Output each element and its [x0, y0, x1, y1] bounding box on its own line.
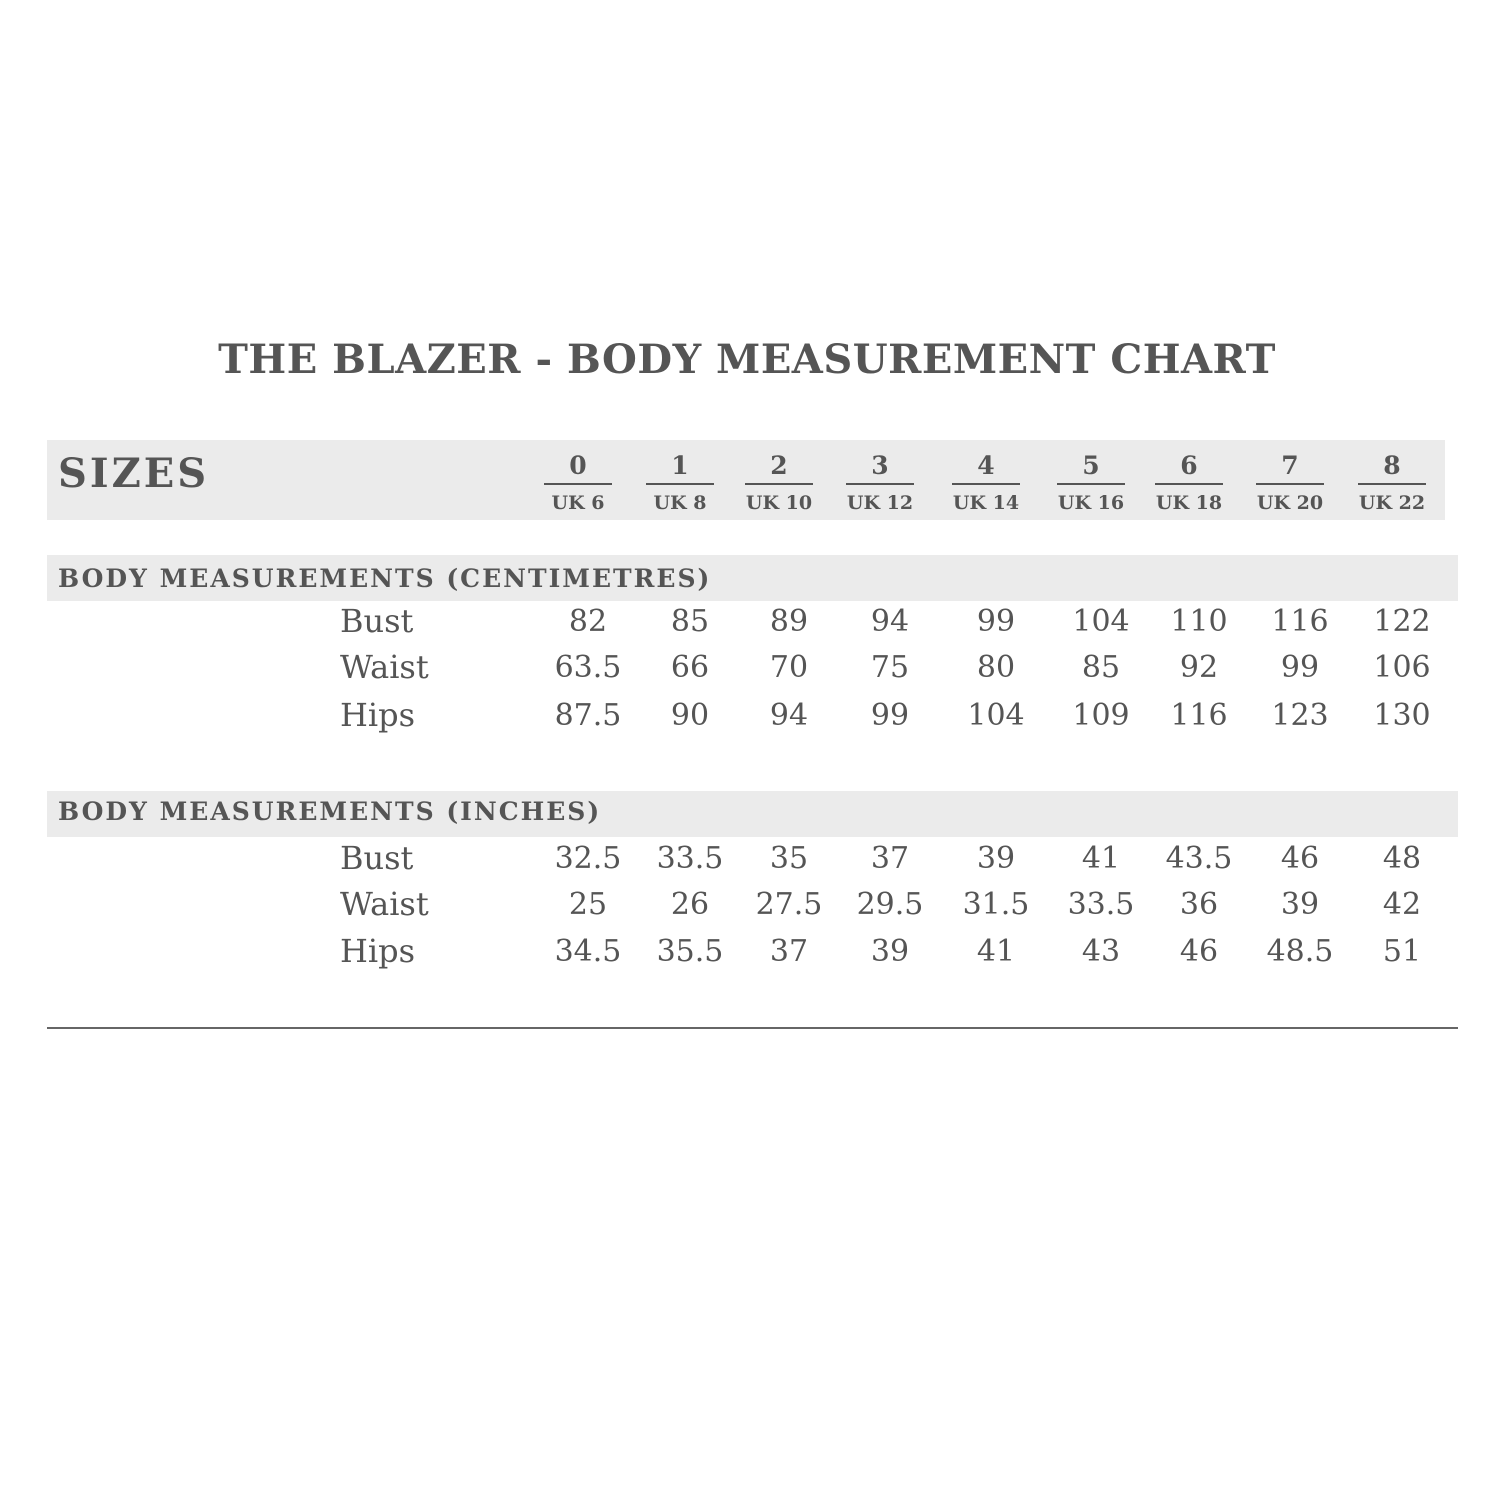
size-uk-equivalent: UK 8: [653, 492, 707, 514]
measurement-cell: 48: [1382, 841, 1422, 876]
measurement-cell: 106: [1373, 650, 1431, 685]
measurement-cell: 110: [1170, 604, 1228, 639]
measurement-cell: 85: [670, 604, 710, 639]
measurement-cell: 35.5: [656, 934, 724, 969]
size-uk-equivalent: UK 18: [1155, 492, 1223, 514]
measurement-cell: 32.5: [554, 841, 622, 876]
size-uk-equivalent: UK 6: [551, 492, 605, 514]
size-number: 0: [569, 451, 587, 480]
measurement-cell: 46: [1280, 841, 1320, 876]
measurement-cell: 85: [1081, 650, 1121, 685]
measurement-cell: 33.5: [1067, 887, 1135, 922]
size-underline: [952, 483, 1020, 485]
row-label: Waist: [340, 648, 429, 686]
measurement-cell: 31.5: [962, 887, 1030, 922]
size-number: 1: [671, 451, 689, 480]
size-number: 3: [871, 451, 889, 480]
measurement-cell: 29.5: [856, 887, 924, 922]
row-label: Hips: [340, 932, 416, 970]
measurement-cell: 43: [1081, 934, 1121, 969]
measurement-cell: 109: [1072, 698, 1130, 733]
size-uk-equivalent: UK 20: [1256, 492, 1324, 514]
page-title: THE BLAZER - BODY MEASUREMENT CHART: [218, 336, 1276, 383]
size-number: 6: [1180, 451, 1198, 480]
size-number: 5: [1082, 451, 1100, 480]
measurement-cell: 116: [1170, 698, 1228, 733]
measurement-cell: 87.5: [554, 698, 622, 733]
size-underline: [1256, 483, 1324, 485]
sizes-label: SIZES: [58, 450, 210, 497]
measurement-cell: 94: [769, 698, 809, 733]
measurement-cell: 89: [769, 604, 809, 639]
measurement-cell: 82: [568, 604, 608, 639]
size-number: 4: [977, 451, 995, 480]
measurement-cell: 92: [1179, 650, 1219, 685]
measurement-cell: 42: [1382, 887, 1422, 922]
row-label: Bust: [340, 839, 414, 877]
measurement-cell: 37: [769, 934, 809, 969]
size-underline: [1155, 483, 1223, 485]
bottom-divider: [47, 1027, 1458, 1029]
size-underline: [646, 483, 714, 485]
measurement-cell: 99: [870, 698, 910, 733]
size-uk-equivalent: UK 12: [846, 492, 914, 514]
measurement-cell: 41: [976, 934, 1016, 969]
measurement-cell: 130: [1373, 698, 1431, 733]
measurement-cell: 35: [769, 841, 809, 876]
size-number: 2: [770, 451, 788, 480]
measurement-cell: 122: [1373, 604, 1431, 639]
size-uk-equivalent: UK 22: [1358, 492, 1426, 514]
measurement-cell: 90: [670, 698, 710, 733]
section-title-centimetres: BODY MEASUREMENTS (CENTIMETRES): [58, 564, 712, 593]
measurement-cell: 41: [1081, 841, 1121, 876]
size-underline: [544, 483, 612, 485]
measurement-cell: 66: [670, 650, 710, 685]
measurement-cell: 48.5: [1266, 934, 1334, 969]
measurement-cell: 27.5: [755, 887, 823, 922]
size-uk-equivalent: UK 10: [745, 492, 813, 514]
measurement-cell: 116: [1271, 604, 1329, 639]
size-underline: [1057, 483, 1125, 485]
measurement-cell: 51: [1382, 934, 1422, 969]
measurement-cell: 80: [976, 650, 1016, 685]
measurement-cell: 104: [1072, 604, 1130, 639]
row-label: Waist: [340, 885, 429, 923]
measurement-cell: 39: [870, 934, 910, 969]
measurement-cell: 36: [1179, 887, 1219, 922]
measurement-cell: 94: [870, 604, 910, 639]
row-label: Hips: [340, 696, 416, 734]
measurement-cell: 75: [870, 650, 910, 685]
measurement-cell: 70: [769, 650, 809, 685]
measurement-cell: 99: [1280, 650, 1320, 685]
size-underline: [745, 483, 813, 485]
measurement-cell: 33.5: [656, 841, 724, 876]
measurement-cell: 37: [870, 841, 910, 876]
measurement-cell: 99: [976, 604, 1016, 639]
measurement-cell: 25: [568, 887, 608, 922]
size-underline: [846, 483, 914, 485]
measurement-cell: 43.5: [1165, 841, 1233, 876]
measurement-cell: 39: [1280, 887, 1320, 922]
size-uk-equivalent: UK 14: [952, 492, 1020, 514]
row-label: Bust: [340, 602, 414, 640]
section-title-inches: BODY MEASUREMENTS (INCHES): [58, 797, 602, 826]
measurement-cell: 34.5: [554, 934, 622, 969]
measurement-cell: 39: [976, 841, 1016, 876]
size-underline: [1358, 483, 1426, 485]
measurement-cell: 46: [1179, 934, 1219, 969]
size-number: 7: [1281, 451, 1299, 480]
measurement-cell: 63.5: [554, 650, 622, 685]
size-number: 8: [1383, 451, 1401, 480]
measurement-cell: 26: [670, 887, 710, 922]
size-uk-equivalent: UK 16: [1057, 492, 1125, 514]
measurement-cell: 123: [1271, 698, 1329, 733]
measurement-cell: 104: [967, 698, 1025, 733]
